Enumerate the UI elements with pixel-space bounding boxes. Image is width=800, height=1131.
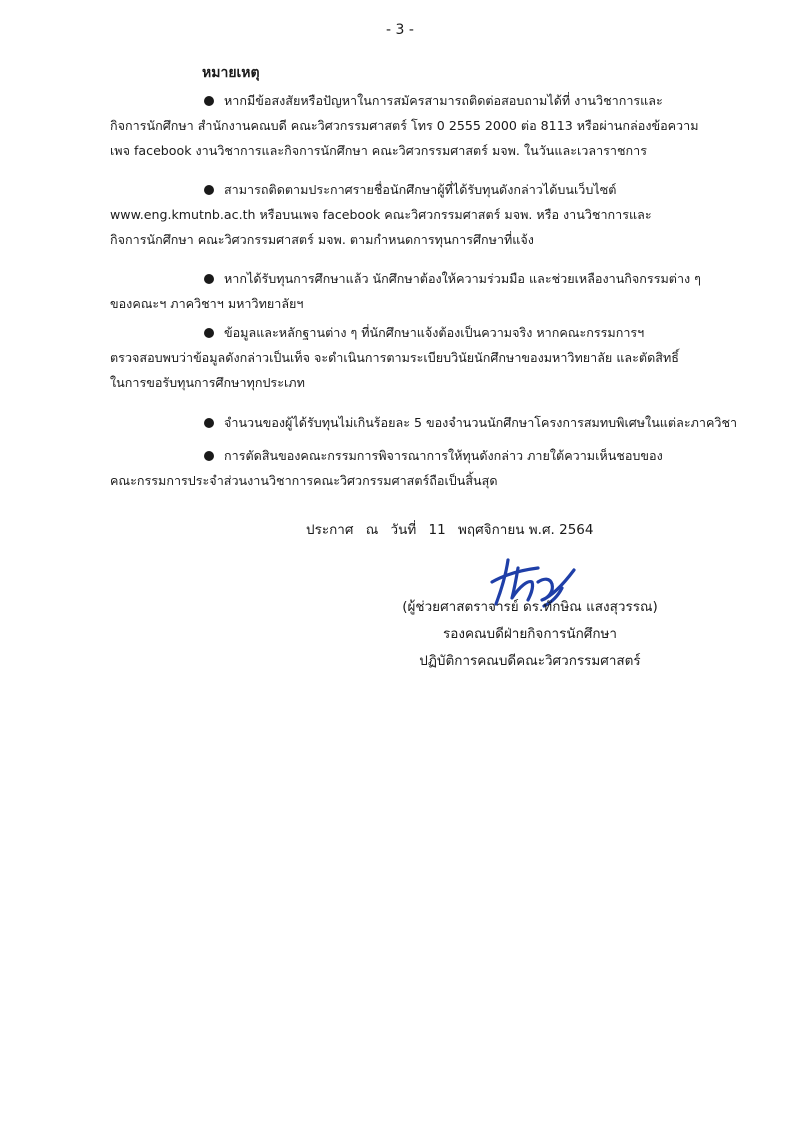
note-line: สามารถติดตามประกาศรายชื่อนักศึกษาผู้ที่ได้รับทุนดังกล่าวได้บนเว็บไซต์ [224,182,617,197]
note-line: หากมีข้อสงสัยหรือปัญหาในการสมัครสามารถติดต่อสอบถามได้ที่ งานวิชาการและ [224,93,663,108]
note-line: ข้อมูลและหลักฐานต่าง ๆ ที่นักศึกษาแจ้งต้องเป็นความจริง หากคณะกรรมการฯ [224,325,645,340]
bullet-icon [204,274,214,284]
signatory-position: รองคณบดีฝ่ายกิจการนักศึกษา [443,626,617,642]
note-item-quota [110,410,738,435]
signatory-acting-position: ปฏิบัติการคณบดีคณะวิศวกรรมศาสตร์ [419,653,641,669]
announcement-day: 11 [428,522,446,538]
note-line: คณะกรรมการประจำส่วนงานวิชาการคณะวิศวกรรมศาสตร์ถือเป็นสิ้นสุด [110,473,498,488]
announcement-at: ณ [365,522,379,538]
bullet-icon [204,185,214,195]
announcement-prefix: ประกาศ [306,522,354,538]
note-line: กิจการนักศึกษา คณะวิศวกรรมศาสตร์ มจพ. ตามกำหนดการทุนการศึกษาที่แจ้ง [110,232,534,247]
note-line: ในการขอรับทุนการศึกษาทุกประเภท [110,375,305,390]
bullet-icon [204,96,214,106]
note-item-results [110,177,722,252]
bullet-icon [204,451,214,461]
signature-block [380,594,680,675]
signatory-name: (ผู้ช่วยศาสตราจารย์ ดร.ทักษิณ แสงสุวรรณ) [402,599,658,615]
note-line: ตรวจสอบพบว่าข้อมูลดังกล่าวเป็นเท็จ จะดำเนินการตามระเบียบวินัยนักศึกษาของมหาวิทยาลัย และตัดสิทธิ์ [110,350,679,365]
notes-heading: หมายเหตุ [202,65,260,81]
note-line: เพจ facebook งานวิชาการและกิจการนักศึกษา คณะวิศวกรรมศาสตร์ มจพ. ในวันและเวลาราชการ [110,143,647,158]
note-item-decision [110,443,722,493]
note-line: กิจการนักศึกษา สำนักงานคณบดี คณะวิศวกรรมศาสตร์ โทร 0 2555 2000 ต่อ 8113 หรือผ่านกล่องข้อความ [110,118,699,133]
bullet-icon [204,418,214,428]
announcement-month-year: พฤศจิกายน พ.ศ. 2564 [458,522,594,538]
note-item-contact [110,88,722,163]
note-line: การตัดสินของคณะกรรมการพิจารณาการให้ทุนดังกล่าว ภายใต้ความเห็นชอบของ [224,448,663,463]
note-item-truthfulness [110,320,722,395]
note-item-cooperation [110,266,722,316]
announcement-date [306,518,601,540]
announcement-day-label: วันที่ [390,522,417,538]
page-number: - 3 - [386,22,414,38]
note-line: จำนวนของผู้ได้รับทุนไม่เกินร้อยละ 5 ของจำนวนนักศึกษาโครงการสมทบพิเศษในแต่ละภาควิชา [224,415,738,430]
note-line: ของคณะฯ ภาควิชาฯ มหาวิทยาลัยฯ [110,296,304,311]
bullet-icon [204,328,214,338]
note-line: www.eng.kmutnb.ac.th หรือบนเพจ facebook คณะวิศวกรรมศาสตร์ มจพ. หรือ งานวิชาการและ [110,207,652,222]
note-line: หากได้รับทุนการศึกษาแล้ว นักศึกษาต้องให้ความร่วมมือ และช่วยเหลืองานกิจกรรมต่าง ๆ [224,271,701,286]
